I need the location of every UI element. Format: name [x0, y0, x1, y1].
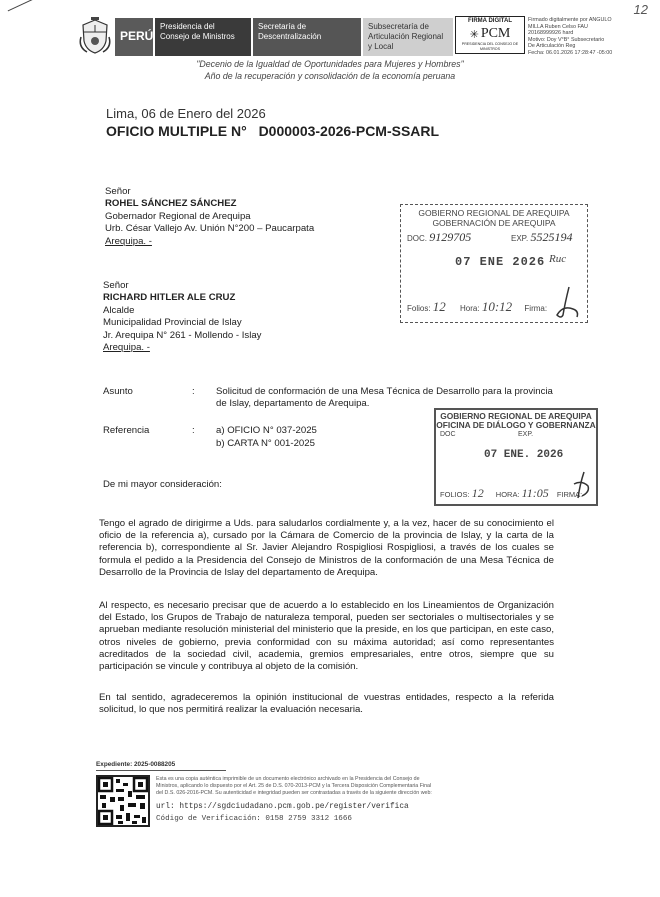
- seal-bottom-label: PRESIDENCIA DEL CONSEJO DE MINISTROS: [461, 42, 519, 51]
- recipient2-name: RICHARD HITLER ALE CRUZ: [103, 292, 236, 304]
- recipient2-city: Arequipa. -: [103, 342, 150, 354]
- sig-line6: Fecha: 06.01.2026 17:28:47 -05:00: [528, 49, 613, 56]
- recipient1-address: Urb. César Vallejo Av. Unión N°200 – Paucarpata: [105, 223, 315, 235]
- expediente-label: Expediente: 2025-0088205: [96, 761, 176, 768]
- stamp1-exp-value: 5525194: [530, 230, 573, 244]
- reference-label: Referencia: [103, 425, 150, 436]
- entity1-label: Presidencia del Consejo de Ministros: [160, 22, 235, 41]
- scan-mark: [8, 0, 45, 11]
- stamp1-folios-label: Folios:: [407, 304, 431, 313]
- signature-details: [528, 17, 653, 57]
- paragraph-1: Tengo el agrado de dirigirme a Uds. para saludarlos cordialmente y, a la vez, hacer de su conocimiento el oficio de la referencia a), cursado por la Cámara de Comercio de la provincia de Islay, y la carta de la referencia b), correspondiente al Sr. Javier Alejandro Rospigliosi Rospigliosi, a través de los cuales se formula el pedido a la Presidencia del Consejo de Ministros de la conformación de una Mesa Técnica de Desarrollo de la Provincia de Islay del departamento de Arequipa.: [99, 518, 554, 578]
- recipient2-role: Alcalde: [103, 304, 135, 316]
- verification-qr-code: [96, 775, 150, 827]
- recipient1-block: [105, 186, 314, 248]
- stamp1-line1: GOBIERNO REGIONAL DE AREQUIPA: [418, 208, 570, 218]
- reception-stamp-odg: [434, 408, 598, 506]
- stamp2-line1: GOBIERNO REGIONAL DE AREQUIPA: [440, 411, 592, 421]
- recipient2-block: [103, 280, 261, 354]
- sig-line4: Motivo: Doy V°B° Subsecretario: [528, 36, 605, 43]
- stamp1-firma-label: Firma:: [524, 304, 548, 313]
- sig-line3: 20168999926 hard: [528, 30, 574, 37]
- stamp2-folios-value: 12: [471, 486, 484, 500]
- stamp2-exp-label: EXP.: [518, 431, 534, 438]
- stamp1-exp-label: EXP.: [511, 234, 529, 243]
- footer-divider: [96, 770, 226, 771]
- stamp2-folios-label: FOLIOS:: [440, 490, 470, 499]
- stamp1-signature-scribble: [551, 285, 583, 321]
- entity3-label: Subsecretaría de Articulación Regional y Local: [368, 22, 444, 51]
- coat-of-arms-icon: [78, 17, 112, 55]
- recipient2-address: Jr. Arequipa N° 261 - Mollendo - Islay: [103, 329, 262, 341]
- stamp2-hora-value: 11:05: [521, 486, 549, 500]
- stamp1-doc-value: 9129705: [429, 230, 472, 244]
- footer-line1: Esta es una copia auténtica imprimible de un documento electrónico archivado en la Presidencia del Consejo de: [156, 776, 420, 782]
- footer-line3: del D.S. 026-2016-PCM. Su autenticidad e integridad pueden ser contrastadas a través de la siguiente dirección web:: [156, 789, 432, 796]
- stamp2-line2: OFICINA DE DIÁLOGO Y GOBERNANZA: [436, 420, 596, 430]
- url-label: url:: [156, 803, 175, 811]
- paragraph-3: En tal sentido, agradeceremos la opinión institucional de vuestras entidades, respecto a la referida solicitud, lo que nos permitirá realizar la evaluación necesaria.: [99, 692, 554, 716]
- recipient1-name: ROHEL SÁNCHEZ SÁNCHEZ: [105, 198, 237, 210]
- header-entity3-box: [363, 18, 453, 56]
- recipient1-city: Arequipa. -: [105, 235, 152, 247]
- sig-line5: De Articulación Reg: [528, 43, 576, 50]
- recipient1-salutation: Señor: [105, 186, 131, 197]
- pcm-star-icon: ✳: [469, 28, 479, 41]
- recipient1-role: Gobernador Regional de Arequipa: [105, 210, 251, 222]
- doc-number: D000003-2026-PCM-SSARL: [258, 123, 440, 139]
- reference-b: b) CARTA N° 001-2025: [216, 438, 315, 449]
- page-number: 12: [633, 2, 648, 17]
- document-title: [106, 123, 439, 139]
- verification-url[interactable]: https://sgdciudadano.pcm.gob.pe/register/verifica: [179, 803, 409, 811]
- footer-line2: Ministros, aplicando lo dispuesto por el Art. 25 de D.S. 070-2013-PCM y la Tercera Disposición Complementaria Final: [156, 782, 432, 789]
- verification-code: Código de Verificación: 0158 2759 3312 1666: [156, 815, 352, 823]
- verification-url-row: [156, 803, 409, 811]
- subject-text: Solicitud de conformación de una Mesa Técnica de Desarrollo para la provincia de Islay, departamento de Arequipa.: [216, 386, 553, 410]
- stamp1-hora-label: Hora:: [460, 304, 480, 313]
- stamp1-folios-value: 12: [432, 299, 446, 314]
- stamp2-hora-label: HORA:: [495, 490, 520, 499]
- sig-line1: Firmado digitalmente por ANGULO: [528, 17, 612, 23]
- doc-label: OFICIO MULTIPLE N°: [106, 123, 247, 139]
- recipient2-org: Municipalidad Provincial de Islay: [103, 317, 242, 329]
- seal-main-label: PCM: [480, 26, 511, 41]
- decade-motto: "Decenio de la Igualdad de Oportunidades para Mujeres y Hombres": [196, 59, 464, 69]
- digital-signature-seal: [455, 16, 525, 54]
- reception-stamp-gobernacion: [400, 204, 588, 323]
- stamp2-doc-label: DOC: [440, 431, 456, 438]
- recipient2-salutation: Señor: [103, 280, 129, 291]
- stamp1-hora-value: 10:12: [481, 299, 513, 314]
- reference-colon: :: [192, 425, 195, 436]
- header-entity1-box: [155, 18, 251, 56]
- header-peru-box: [115, 18, 153, 56]
- sig-line2: MILLA Ruben Celso FAU: [528, 23, 588, 30]
- footer-legal-text: [156, 776, 556, 796]
- seal-top-label: FIRMA DIGITAL: [468, 18, 512, 24]
- country-label: PERÚ: [120, 29, 154, 43]
- year-motto: Año de la recuperación y consolidación de la economía peruana: [204, 71, 456, 81]
- greeting: De mi mayor consideración:: [103, 479, 222, 490]
- paragraph-2: Al respecto, es necesario precisar que de acuerdo a lo establecido en los Lineamientos de Organización del Estado, los Grupos de Trabajo de naturaleza temporal, pueden ser sectoriales o multisectoriales y se aprueban mediante resolución ministerial del ministerio que la preside, en los que participan, en este caso, otros niveles de gobierno, previa conformidad con su máxima autoridad; así como representantes acreditados de la sociedad civil, academia, gremios empresariales, entre otros, siempre que su participación se vincule y contribuya al objeto de la comisión.: [99, 600, 554, 673]
- stamp1-doc-label: DOC.: [407, 234, 427, 243]
- subject-colon: :: [192, 386, 195, 397]
- header-entity2-box: [253, 18, 361, 56]
- stamp1-line2: GOBERNACIÓN DE AREQUIPA: [432, 218, 556, 228]
- reference-a: a) OFICIO N° 037-2025: [216, 425, 317, 436]
- entity2-label: Secretaría de Descentralización: [258, 22, 322, 41]
- stamp2-date: 07 ENE. 2026: [484, 449, 564, 461]
- place-date: Lima, 06 de Enero del 2026: [106, 106, 266, 121]
- stamp1-date: 07 ENE 2026: [455, 255, 546, 269]
- stamp1-initials: Ruc: [549, 253, 567, 265]
- stamp2-signature-scribble: [568, 470, 594, 504]
- stamp2-firma-label: FIRMA:: [556, 490, 583, 499]
- subject-label: Asunto: [103, 386, 133, 397]
